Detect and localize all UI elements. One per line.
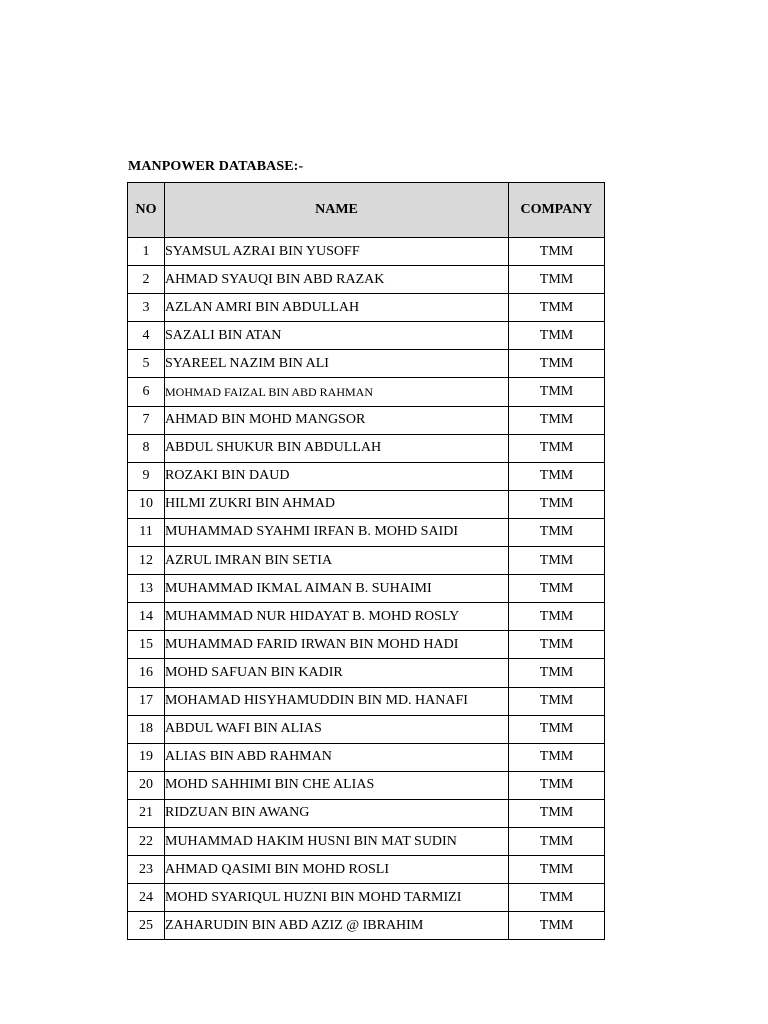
row-number-cell: 10: [128, 490, 165, 518]
row-number-cell: 23: [128, 856, 165, 884]
header-company: COMPANY: [509, 183, 605, 238]
header-row: [128, 183, 605, 238]
company-cell: TMM: [509, 659, 605, 687]
name-cell: ROZAKI BIN DAUD: [165, 462, 509, 490]
table-row: [128, 715, 605, 743]
company-cell: TMM: [509, 687, 605, 715]
company-cell: TMM: [509, 266, 605, 294]
name-cell: HILMI ZUKRI BIN AHMAD: [165, 490, 509, 518]
table-row: [128, 884, 605, 912]
company-cell: TMM: [509, 547, 605, 575]
name-cell: ABDUL WAFI BIN ALIAS: [165, 715, 509, 743]
table-row: [128, 406, 605, 434]
row-number-cell: 22: [128, 827, 165, 855]
header-name: NAME: [165, 183, 509, 238]
table-row: [128, 378, 605, 406]
name-cell: AZLAN AMRI BIN ABDULLAH: [165, 294, 509, 322]
table-row: [128, 771, 605, 799]
name-cell: MUHAMMAD IKMAL AIMAN B. SUHAIMI: [165, 575, 509, 603]
row-number-cell: 24: [128, 884, 165, 912]
name-cell: AHMAD SYAUQI BIN ABD RAZAK: [165, 266, 509, 294]
name-cell: ZAHARUDIN BIN ABD AZIZ @ IBRAHIM: [165, 912, 509, 940]
table-row: [128, 238, 605, 266]
row-number-cell: 13: [128, 575, 165, 603]
company-cell: TMM: [509, 771, 605, 799]
name-cell: AHMAD BIN MOHD MANGSOR: [165, 406, 509, 434]
row-number-cell: 19: [128, 743, 165, 771]
table-row: [128, 743, 605, 771]
row-number-cell: 21: [128, 799, 165, 827]
table-row: [128, 322, 605, 350]
table-row: [128, 575, 605, 603]
company-cell: TMM: [509, 238, 605, 266]
table-body: [128, 238, 605, 940]
name-cell: SYAMSUL AZRAI BIN YUSOFF: [165, 238, 509, 266]
company-cell: TMM: [509, 294, 605, 322]
table-row: [128, 687, 605, 715]
row-number-cell: 3: [128, 294, 165, 322]
table-row: [128, 266, 605, 294]
name-cell: MOHD SAHHIMI BIN CHE ALIAS: [165, 771, 509, 799]
name-cell: AHMAD QASIMI BIN MOHD ROSLI: [165, 856, 509, 884]
table-row: [128, 294, 605, 322]
manpower-table: [127, 182, 605, 940]
name-cell: MUHAMMAD NUR HIDAYAT B. MOHD ROSLY: [165, 603, 509, 631]
company-cell: TMM: [509, 462, 605, 490]
row-number-cell: 5: [128, 350, 165, 378]
name-cell: MOHAMAD HISYHAMUDDIN BIN MD. HANAFI: [165, 687, 509, 715]
company-cell: TMM: [509, 912, 605, 940]
table-row: [128, 799, 605, 827]
company-cell: TMM: [509, 575, 605, 603]
company-cell: TMM: [509, 322, 605, 350]
name-cell: ALIAS BIN ABD RAHMAN: [165, 743, 509, 771]
row-number-cell: 6: [128, 378, 165, 406]
table-row: [128, 350, 605, 378]
row-number-cell: 16: [128, 659, 165, 687]
name-cell: MOHMAD FAIZAL BIN ABD RAHMAN: [165, 378, 509, 406]
table-row: [128, 434, 605, 462]
company-cell: TMM: [509, 856, 605, 884]
row-number-cell: 2: [128, 266, 165, 294]
company-cell: TMM: [509, 743, 605, 771]
name-cell: MUHAMMAD FARID IRWAN BIN MOHD HADI: [165, 631, 509, 659]
company-cell: TMM: [509, 603, 605, 631]
table-row: [128, 659, 605, 687]
row-number-cell: 1: [128, 238, 165, 266]
name-cell: MUHAMMAD HAKIM HUSNI BIN MAT SUDIN: [165, 827, 509, 855]
name-cell: AZRUL IMRAN BIN SETIA: [165, 547, 509, 575]
table-row: [128, 490, 605, 518]
table-header: [128, 183, 605, 238]
company-cell: TMM: [509, 799, 605, 827]
company-cell: TMM: [509, 715, 605, 743]
company-cell: TMM: [509, 378, 605, 406]
name-cell: SAZALI BIN ATAN: [165, 322, 509, 350]
name-cell: MOHD SAFUAN BIN KADIR: [165, 659, 509, 687]
table-row: [128, 827, 605, 855]
row-number-cell: 11: [128, 518, 165, 546]
table-row: [128, 603, 605, 631]
row-number-cell: 8: [128, 434, 165, 462]
name-cell: RIDZUAN BIN AWANG: [165, 799, 509, 827]
row-number-cell: 20: [128, 771, 165, 799]
company-cell: TMM: [509, 518, 605, 546]
table-row: [128, 518, 605, 546]
row-number-cell: 14: [128, 603, 165, 631]
name-cell: ABDUL SHUKUR BIN ABDULLAH: [165, 434, 509, 462]
row-number-cell: 7: [128, 406, 165, 434]
row-number-cell: 12: [128, 547, 165, 575]
table-row: [128, 631, 605, 659]
row-number-cell: 15: [128, 631, 165, 659]
table-row: [128, 462, 605, 490]
company-cell: TMM: [509, 406, 605, 434]
row-number-cell: 9: [128, 462, 165, 490]
header-no: NO: [128, 183, 165, 238]
company-cell: TMM: [509, 884, 605, 912]
row-number-cell: 18: [128, 715, 165, 743]
company-cell: TMM: [509, 350, 605, 378]
company-cell: TMM: [509, 631, 605, 659]
company-cell: TMM: [509, 434, 605, 462]
row-number-cell: 17: [128, 687, 165, 715]
table-row: [128, 547, 605, 575]
company-cell: TMM: [509, 490, 605, 518]
name-cell: SYAREEL NAZIM BIN ALI: [165, 350, 509, 378]
row-number-cell: 4: [128, 322, 165, 350]
table-row: [128, 856, 605, 884]
name-cell: MUHAMMAD SYAHMI IRFAN B. MOHD SAIDI: [165, 518, 509, 546]
row-number-cell: 25: [128, 912, 165, 940]
table-row: [128, 912, 605, 940]
document-title: MANPOWER DATABASE:-: [128, 159, 304, 174]
company-cell: TMM: [509, 827, 605, 855]
name-cell: MOHD SYARIQUL HUZNI BIN MOHD TARMIZI: [165, 884, 509, 912]
